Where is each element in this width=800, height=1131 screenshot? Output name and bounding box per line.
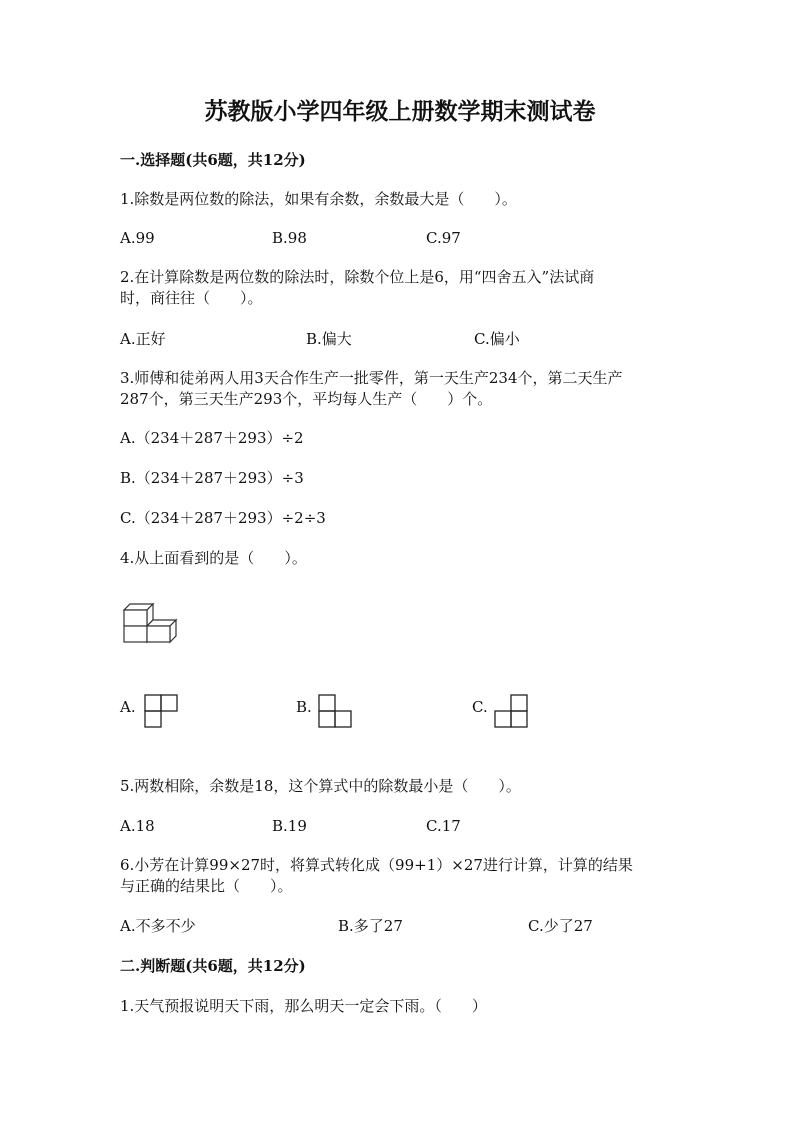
cube-front-face <box>124 626 147 642</box>
question-6-line-2: 与正确的结果比（ ）。 <box>120 877 293 895</box>
question-1-option-b: B.98 <box>272 229 307 247</box>
question-2-option-c: C.偏小 <box>474 330 520 348</box>
question-3-line-1: 3.师傅和徒弟两人用3天合作生产一批零件，第一天生产234个，第二天生产 <box>120 369 623 387</box>
question-3-option-a: A.（234＋287＋293）÷2 <box>120 429 304 447</box>
cube-front-face <box>124 610 147 626</box>
question-6-line-1: 6.小芳在计算99×27时，将算式转化成（99+1）×27进行计算，计算的结果 <box>120 856 633 874</box>
question-4-option-a: A. <box>120 698 136 716</box>
view-option-c <box>494 694 530 730</box>
page-title: 苏教版小学四年级上册数学期末测试卷 <box>204 98 596 125</box>
question-5-option-b: B.19 <box>272 817 307 835</box>
question-2-option-b: B.偏大 <box>306 330 352 348</box>
question-3-line-2: 287个，第三天生产293个，平均每人生产（ ）个。 <box>120 390 493 408</box>
question-6-option-c: C.少了27 <box>528 917 593 935</box>
question-1-option-a: A.99 <box>120 229 155 247</box>
question-4-text: 4.从上面看到的是（ ）。 <box>120 549 307 567</box>
question-4-option-c: C. <box>472 698 488 716</box>
question-2-line-1: 2.在计算除数是两位数的除法时，除数个位上是6，用“四舍五入”法试商 <box>120 268 595 286</box>
question-3-option-b: B.（234＋287＋293）÷3 <box>120 469 304 487</box>
cube-front-face <box>147 626 170 642</box>
view-option-a <box>144 694 180 730</box>
question-5-option-a: A.18 <box>120 817 155 835</box>
section-heading-choice: 一.选择题(共6题，共12分) <box>120 151 306 169</box>
question-5-text: 5.两数相除，余数是18，这个算式中的除数最小是（ ）。 <box>120 777 521 795</box>
view-option-b <box>318 694 354 730</box>
question-1-option-c: C.97 <box>426 229 461 247</box>
question-1-text: 1.除数是两位数的除法，如果有余数，余数最大是（ ）。 <box>120 190 517 208</box>
question-4-option-b: B. <box>296 698 312 716</box>
section-heading-judgement: 二.判断题(共6题，共12分) <box>120 957 306 975</box>
question-6-option-a: A.不多不少 <box>120 917 196 935</box>
question-3-option-c: C.（234＋287＋293）÷2÷3 <box>120 509 326 527</box>
judgement-question-1-text: 1.天气预报说明天下雨，那么明天一定会下雨。（ ） <box>120 997 487 1015</box>
question-2-option-a: A.正好 <box>120 330 166 348</box>
question-2-line-2: 时，商往往（ ）。 <box>120 289 263 307</box>
cube-figure <box>120 600 180 648</box>
question-5-option-c: C.17 <box>426 817 461 835</box>
question-6-option-b: B.多了27 <box>338 917 403 935</box>
